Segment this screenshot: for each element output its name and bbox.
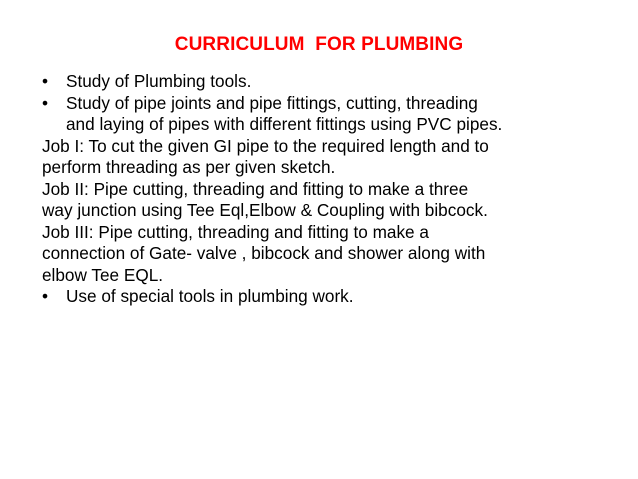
- job-text: elbow Tee EQL.: [42, 264, 164, 285]
- job-item: [42, 136, 602, 179]
- job-text: connection of Gate- valve , bibcock and shower along with: [42, 243, 486, 263]
- job-text: way junction using Tee Eql,Elbow & Coupling with bibcock.: [42, 200, 488, 220]
- job-text: Job III: Pipe cutting, threading and fitting to make a: [42, 221, 429, 242]
- job-text: perform threading as per given sketch.: [42, 157, 336, 177]
- bullet-text: and laying of pipes with different fittings using PVC pipes.: [66, 114, 503, 134]
- bullet-text: Study of Plumbing tools.: [66, 71, 252, 91]
- bullet-icon: •: [42, 286, 49, 306]
- bullet-item: [42, 93, 602, 136]
- job-item: [42, 179, 602, 222]
- bullet-icon: •: [42, 71, 49, 91]
- slide-content: [42, 71, 602, 308]
- job-text: Job I: To cut the given GI pipe to the required length and to: [42, 135, 489, 156]
- bullet-item: [42, 286, 602, 308]
- bullet-icon: •: [42, 92, 49, 113]
- bullet-text: Study of pipe joints and pipe fittings, cutting, threading: [66, 92, 478, 113]
- bullet-item: [42, 71, 602, 93]
- slide-title: CURRICULUM FOR PLUMBING: [174, 34, 464, 55]
- job-text: Job II: Pipe cutting, threading and fitting to make a three: [42, 178, 469, 199]
- job-item: [42, 222, 602, 287]
- bullet-text: Use of special tools in plumbing work.: [66, 286, 354, 306]
